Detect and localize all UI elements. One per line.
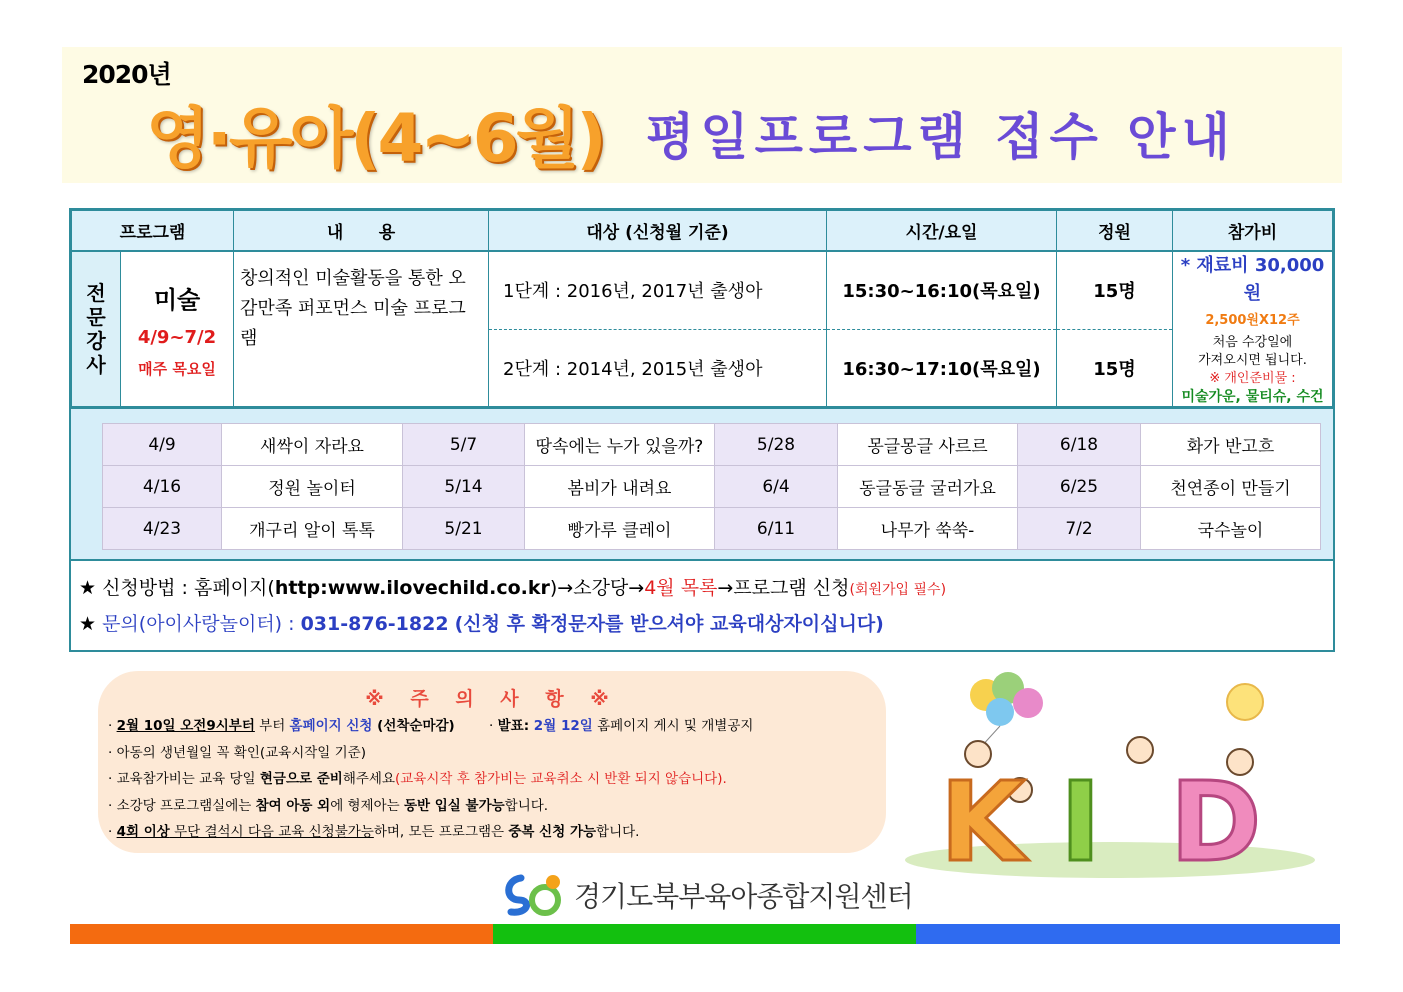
schedule-row (103, 424, 1321, 466)
schedule-date: 7/2 (1018, 508, 1141, 550)
schedule-date: 5/21 (403, 508, 525, 550)
notice-text: · (108, 718, 117, 734)
letter-k: K (940, 758, 1026, 882)
notice-emphasis: 동반 입실 불가능 (403, 797, 505, 814)
notice-homepage: 홈페이지 신청 (289, 718, 373, 734)
schedule-title: 몽글몽글 사르르 (838, 424, 1018, 466)
notice-emphasis: 참여 아동 외 (255, 797, 331, 814)
schedule-title: 빵가루 클레이 (525, 508, 715, 550)
apply-highlight: 4월 목록 (644, 577, 718, 599)
footer-bar-orange (70, 924, 493, 944)
letter-d: D (1170, 758, 1262, 882)
balloon-icon (986, 698, 1014, 726)
contact-label: 문의(아이사랑놀이터) : (102, 613, 301, 635)
target-cell: 2단계 : 2014년, 2015년 출생아 (489, 329, 827, 407)
contact-line (79, 606, 946, 642)
kid-letters (940, 758, 1261, 882)
apply-method-line (79, 570, 946, 606)
notice-date: 2월 10일 오전9시부터 (116, 718, 255, 734)
schedule-date: 6/18 (1018, 424, 1141, 466)
schedule-date: 4/16 (103, 466, 222, 508)
category-char: 전 (86, 281, 106, 305)
schedule-row (103, 508, 1321, 550)
program-table (71, 210, 1333, 407)
notice-emphasis: 중복 신청 가능 (508, 824, 597, 840)
notice-title: ※ 주 의 사 항 ※ (365, 688, 619, 710)
schedule-title: 나무가 쑥쑥- (838, 508, 1018, 550)
schedule-date: 6/4 (715, 466, 838, 508)
schedule-title: 새싹이 자라요 (222, 424, 403, 466)
time-cell: 16:30~17:10(목요일) (827, 329, 1057, 407)
notice-text: 하며, 모든 프로그램은 (373, 824, 509, 840)
time-cell: 15:30~16:10(목요일) (827, 251, 1057, 329)
apply-path: )→소강당→ (549, 577, 645, 599)
notice-text: 합니다. (596, 824, 640, 840)
notice-item (108, 713, 753, 740)
schedule-title: 동글동글 굴러가요 (838, 466, 1018, 508)
schedule-date: 5/14 (403, 466, 525, 508)
apply-note: (회원가입 필수) (849, 582, 947, 598)
apply-prefix: ★ 신청방법 : 홈페이지( (79, 577, 275, 599)
schedule-date: 5/7 (403, 424, 525, 466)
schedule-title: 개구리 알이 톡톡 (222, 508, 403, 550)
title-banner (62, 47, 1342, 183)
year-label: 2020년 (82, 60, 171, 89)
contact-note: (신청 후 확정문자를 받으셔야 교육대상자이십니다) (454, 613, 884, 635)
header-fee: 참가비 (1173, 211, 1333, 252)
target-cell: 1단계 : 2016년, 2017년 출생아 (489, 251, 827, 329)
notice-box (98, 671, 886, 853)
schedule-title: 국수놀이 (1141, 508, 1321, 550)
notice-item (108, 819, 753, 846)
table-header-row (72, 211, 1333, 252)
category-char: 강 (86, 329, 106, 353)
notice-text: 해주세요 (342, 771, 395, 787)
schedule-date: 6/25 (1018, 466, 1141, 508)
notice-list (108, 713, 753, 846)
fee-weekly: 2,500원X12주 (1205, 313, 1300, 328)
schedule-row (103, 466, 1321, 508)
schedule-date: 5/28 (715, 424, 838, 466)
notice-announce-date: 2월 12일 (529, 718, 593, 734)
schedule-date: 4/23 (103, 508, 222, 550)
notice-item (108, 766, 753, 793)
org-name: 경기도북부육아종합지원센터 (574, 880, 913, 913)
notice-text: 합니다. (504, 797, 549, 814)
fee-supplies-label: ※ 개인준비물 : (1209, 371, 1296, 386)
program-day: 매주 목요일 (138, 359, 216, 378)
description-cell (234, 251, 489, 407)
program-name-cell (121, 251, 234, 407)
notice-emphasis: 4회 이상 (116, 824, 170, 840)
header-capacity: 정원 (1057, 211, 1173, 252)
program-name: 미술 (153, 285, 201, 314)
schedule-title: 땅속에는 누가 있을까? (525, 424, 715, 466)
notice-text: 무단 결석시 다음 교육 신청불가능 (169, 824, 374, 840)
fee-note: 처음 수강일에 (1212, 335, 1293, 350)
apply-end: →프로그램 신청 (717, 577, 850, 599)
capacity-cell: 15명 (1057, 329, 1173, 407)
schedule-date: 4/9 (103, 424, 222, 466)
footer-bar-blue (916, 924, 1340, 944)
fee-supplies: 미술가운, 물티슈, 수건 (1181, 389, 1324, 405)
footer-bar-green (493, 924, 916, 944)
program-description: 창의적인 미술활동을 통한 오감만족 퍼포먼스 미술 프로그램 (240, 268, 466, 349)
notice-text: · (489, 718, 498, 734)
notice-text: 에 형제아는 (330, 797, 404, 814)
notice-text: (선착순마감) (372, 718, 455, 734)
notice-item: · 아동의 생년월일 꼭 확인(교육시작일 기준) (108, 744, 366, 761)
notice-text: · (108, 824, 117, 840)
homepage-link[interactable]: http:www.ilovechild.co.kr (274, 577, 550, 599)
capacity-cell: 15명 (1057, 251, 1173, 329)
fee-material: * 재료비 30,000원 (1180, 255, 1325, 304)
schedule-title: 정원 놀이터 (222, 466, 403, 508)
schedule-area (71, 407, 1333, 561)
schedule-title: 화가 반고흐 (1141, 424, 1321, 466)
sun-icon (1227, 684, 1263, 720)
table-row (72, 251, 1333, 329)
notice-text: 홈페이지 게시 및 개별공지 (592, 718, 754, 734)
balloon-icon (1013, 688, 1043, 718)
title-main: 영·유아(4~6월) (146, 100, 604, 177)
fee-cell (1173, 251, 1333, 407)
category-cell (72, 251, 121, 407)
notice-warning: (교육시작 후 참가비는 교육취소 시 반환 되지 않습니다). (395, 771, 727, 787)
header-content: 내 용 (234, 211, 489, 252)
letter-i: I (1060, 758, 1101, 882)
apply-info (79, 570, 946, 642)
notice-item (108, 793, 753, 820)
schedule-title: 봄비가 내려요 (525, 466, 715, 508)
child-icon (1127, 737, 1153, 763)
notice-text: · 소강당 프로그램실에는 (108, 797, 256, 814)
contact-star: ★ (79, 613, 103, 635)
schedule-title: 천연종이 만들기 (1141, 466, 1321, 508)
schedule-table (102, 423, 1321, 550)
contact-phone: 031-876-1822 (300, 613, 449, 635)
program-period: 4/9~7/2 (137, 326, 217, 348)
fee-note: 가져오시면 됩니다. (1198, 353, 1307, 368)
header-time: 시간/요일 (827, 211, 1057, 252)
notice-text: 부터 (254, 718, 290, 734)
org-logo-icon (501, 870, 571, 920)
category-char: 사 (86, 353, 106, 377)
header-program: 프로그램 (72, 211, 234, 252)
program-box (69, 208, 1335, 652)
category-char: 문 (86, 305, 106, 329)
notice-emphasis: 현금으로 준비 (259, 771, 343, 787)
notice-announce-label: 발표: (497, 718, 530, 734)
notice-text: · 교육참가비는 교육 당일 (108, 771, 260, 787)
schedule-date: 6/11 (715, 508, 838, 550)
header-target: 대상 (신청월 기준) (489, 211, 827, 252)
title-sub: 평일프로그램 접수 안내 (646, 108, 1236, 166)
kids-illustration (900, 670, 1325, 882)
